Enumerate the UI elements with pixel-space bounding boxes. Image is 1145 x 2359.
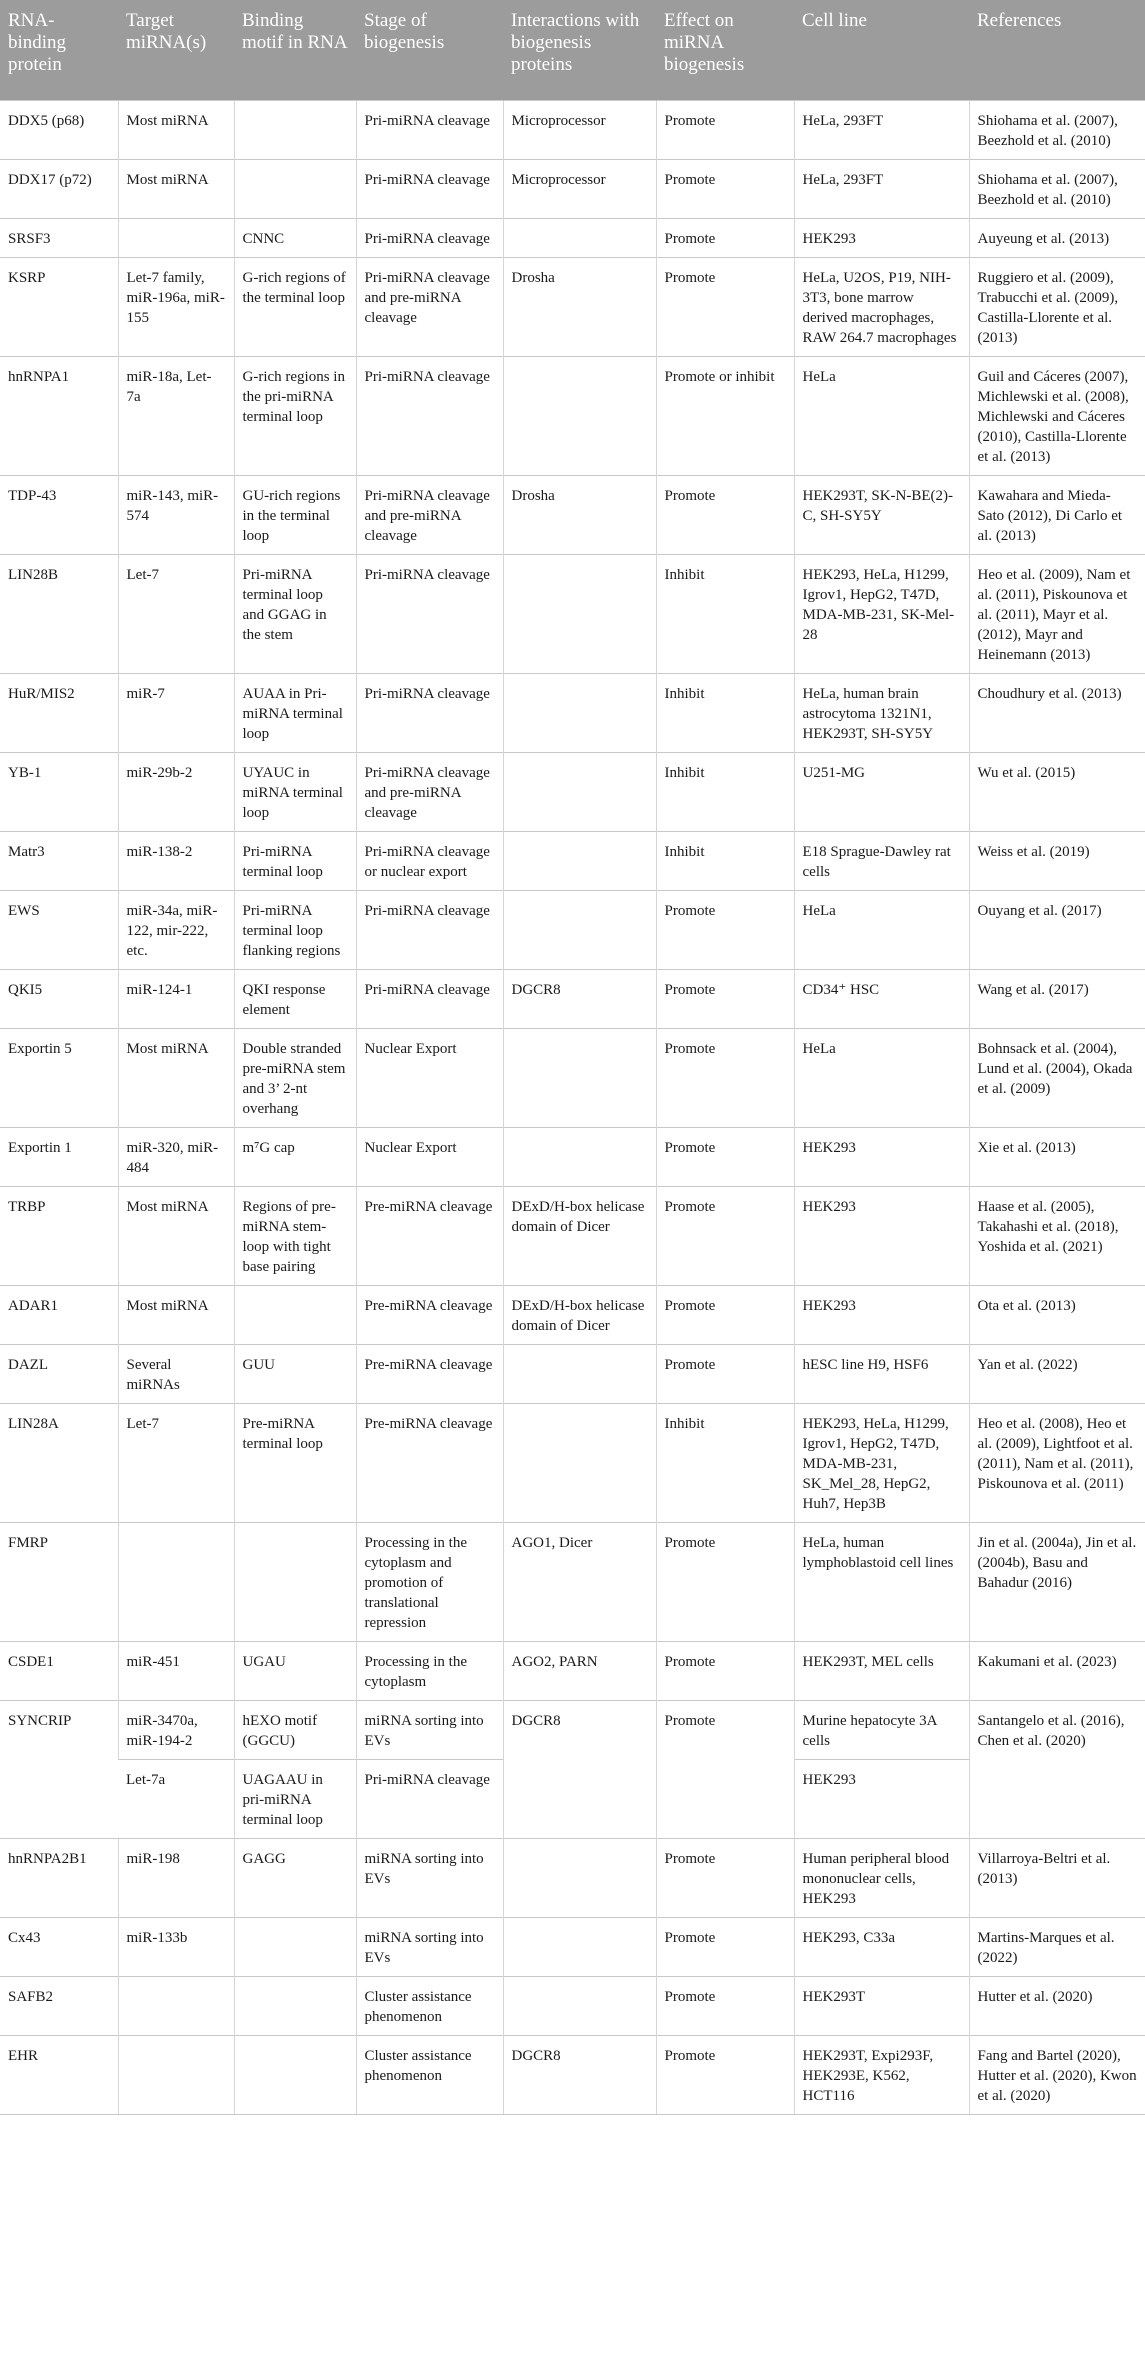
cell-cells: HeLa, 293FT — [794, 100, 969, 159]
cell-stage: Pri-miRNA cleavage — [356, 356, 503, 475]
cell-refs: Kawahara and Mieda-Sato (2012), Di Carlo et al. (2013) — [969, 475, 1145, 554]
cell-refs: Fang and Bartel (2020), Hutter et al. (2020), Kwon et al. (2020) — [969, 2035, 1145, 2114]
table-row — [0, 1838, 1145, 1917]
cell-motif: UGAU — [234, 1641, 356, 1700]
cell-motif: hEXO motif (GGCU) — [234, 1700, 356, 1759]
cell-motif: Pri-miRNA terminal loop — [234, 831, 356, 890]
cell-protein: HuR/MIS2 — [0, 673, 118, 752]
cell-target: miR-34a, miR-122, mir-222, etc. — [118, 890, 234, 969]
cell-refs: Weiss et al. (2019) — [969, 831, 1145, 890]
cell-target: Most miRNA — [118, 1186, 234, 1285]
cell-motif: Pri-miRNA terminal loop flanking regions — [234, 890, 356, 969]
cell-target — [118, 218, 234, 257]
cell-interactions — [503, 1838, 656, 1917]
cell-stage: Pre-miRNA cleavage — [356, 1186, 503, 1285]
header-target: Target miRNA(s) — [118, 0, 234, 100]
cell-target: Let-7 — [118, 554, 234, 673]
cell-cells: HEK293, C33a — [794, 1917, 969, 1976]
table-row — [0, 1285, 1145, 1344]
cell-cells: HEK293, HeLa, H1299, Igrov1, HepG2, T47D, MDA-MB-231, SK-Mel-28 — [794, 554, 969, 673]
table-row — [0, 1522, 1145, 1641]
cell-motif — [234, 159, 356, 218]
table-row — [0, 1641, 1145, 1700]
cell-stage: Pri-miRNA cleavage — [356, 969, 503, 1028]
cell-target: miR-29b-2 — [118, 752, 234, 831]
cell-refs: Auyeung et al. (2013) — [969, 218, 1145, 257]
header-protein: RNA-binding protein — [0, 0, 118, 100]
cell-effect: Inhibit — [656, 1403, 794, 1522]
cell-stage: Nuclear Export — [356, 1028, 503, 1127]
header-interactions: Interactions with biogenesis proteins — [503, 0, 656, 100]
cell-cells: HeLa, human brain astrocytoma 1321N1, HEK293T, SH-SY5Y — [794, 673, 969, 752]
cell-effect: Promote — [656, 1917, 794, 1976]
table-body — [0, 100, 1145, 2114]
cell-interactions — [503, 1917, 656, 1976]
cell-stage: Pri-miRNA cleavage — [356, 218, 503, 257]
cell-interactions — [503, 1127, 656, 1186]
cell-stage: Pri-miRNA cleavage — [356, 554, 503, 673]
cell-protein: SRSF3 — [0, 218, 118, 257]
cell-stage: Pri-miRNA cleavage — [356, 159, 503, 218]
cell-target: Most miRNA — [118, 1285, 234, 1344]
table-row — [0, 2035, 1145, 2114]
cell-motif: GUU — [234, 1344, 356, 1403]
cell-motif — [234, 100, 356, 159]
table-row — [0, 1917, 1145, 1976]
header-effect: Effect on miRNA biogenesis — [656, 0, 794, 100]
cell-motif: Pre-miRNA terminal loop — [234, 1403, 356, 1522]
cell-refs: Jin et al. (2004a), Jin et al. (2004b), Basu and Bahadur (2016) — [969, 1522, 1145, 1641]
cell-effect: Promote — [656, 475, 794, 554]
cell-effect: Promote — [656, 100, 794, 159]
header-stage: Stage of biogenesis — [356, 0, 503, 100]
cell-cells: CD34⁺ HSC — [794, 969, 969, 1028]
cell-protein: FMRP — [0, 1522, 118, 1641]
cell-effect: Promote — [656, 1838, 794, 1917]
table-row — [0, 1700, 1145, 1759]
cell-stage: Processing in the cytoplasm and promotion of translational repression — [356, 1522, 503, 1641]
cell-protein: Cx43 — [0, 1917, 118, 1976]
cell-cells: HeLa — [794, 356, 969, 475]
cell-refs: Santangelo et al. (2016), Chen et al. (2020) — [969, 1700, 1145, 1838]
cell-motif — [234, 1522, 356, 1641]
cell-target: Let-7 — [118, 1403, 234, 1522]
cell-stage: Pre-miRNA cleavage — [356, 1344, 503, 1403]
cell-effect: Promote — [656, 890, 794, 969]
cell-target — [118, 1976, 234, 2035]
table-row — [0, 159, 1145, 218]
cell-stage: Processing in the cytoplasm — [356, 1641, 503, 1700]
cell-protein: Matr3 — [0, 831, 118, 890]
cell-effect: Promote — [656, 218, 794, 257]
table-row — [0, 1344, 1145, 1403]
table-row — [0, 475, 1145, 554]
cell-cells: HEK293T, MEL cells — [794, 1641, 969, 1700]
cell-protein: TDP-43 — [0, 475, 118, 554]
cell-stage: miRNA sorting into EVs — [356, 1838, 503, 1917]
cell-interactions: AGO2, PARN — [503, 1641, 656, 1700]
cell-target: miR-143, miR-574 — [118, 475, 234, 554]
cell-motif: Regions of pre-miRNA stem-loop with tight base pairing — [234, 1186, 356, 1285]
table-row — [0, 969, 1145, 1028]
cell-refs: Villarroya-Beltri et al. (2013) — [969, 1838, 1145, 1917]
cell-interactions: Microprocessor — [503, 100, 656, 159]
table-row — [0, 890, 1145, 969]
table-row — [0, 1127, 1145, 1186]
header-cells: Cell line — [794, 0, 969, 100]
cell-cells: HeLa, human lymphoblastoid cell lines — [794, 1522, 969, 1641]
cell-cells: E18 Sprague-Dawley rat cells — [794, 831, 969, 890]
cell-motif: CNNC — [234, 218, 356, 257]
cell-interactions — [503, 1403, 656, 1522]
cell-stage: Cluster assistance phenomenon — [356, 2035, 503, 2114]
table-row — [0, 1976, 1145, 2035]
cell-interactions — [503, 1976, 656, 2035]
cell-refs: Ouyang et al. (2017) — [969, 890, 1145, 969]
cell-target: Most miRNA — [118, 1028, 234, 1127]
cell-cells: U251-MG — [794, 752, 969, 831]
cell-stage: Pri-miRNA cleavage — [356, 1759, 503, 1838]
cell-target: miR-7 — [118, 673, 234, 752]
cell-refs: Heo et al. (2008), Heo et al. (2009), Lightfoot et al. (2011), Nam et al. (2011), Piskounova et al. (2011) — [969, 1403, 1145, 1522]
cell-interactions — [503, 554, 656, 673]
cell-stage: miRNA sorting into EVs — [356, 1700, 503, 1759]
cell-effect: Promote — [656, 1700, 794, 1838]
cell-stage: Pri-miRNA cleavage and pre-miRNA cleavage — [356, 475, 503, 554]
cell-protein: Exportin 5 — [0, 1028, 118, 1127]
cell-protein: SYNCRIP — [0, 1700, 118, 1838]
cell-cells: HEK293T, Expi293F, HEK293E, K562, HCT116 — [794, 2035, 969, 2114]
cell-motif: m⁷G cap — [234, 1127, 356, 1186]
cell-target: miR-320, miR-484 — [118, 1127, 234, 1186]
table-row — [0, 218, 1145, 257]
cell-cells: HeLa — [794, 1028, 969, 1127]
cell-interactions — [503, 356, 656, 475]
cell-stage: Pre-miRNA cleavage — [356, 1403, 503, 1522]
cell-protein: LIN28A — [0, 1403, 118, 1522]
cell-protein: Exportin 1 — [0, 1127, 118, 1186]
cell-refs: Haase et al. (2005), Takahashi et al. (2018), Yoshida et al. (2021) — [969, 1186, 1145, 1285]
table-row — [0, 554, 1145, 673]
cell-stage: Pri-miRNA cleavage or nuclear export — [356, 831, 503, 890]
cell-protein: TRBP — [0, 1186, 118, 1285]
table-row — [0, 1028, 1145, 1127]
cell-refs: Shiohama et al. (2007), Beezhold et al. (2010) — [969, 100, 1145, 159]
cell-motif — [234, 1976, 356, 2035]
cell-effect: Inhibit — [656, 673, 794, 752]
cell-refs: Martins-Marques et al. (2022) — [969, 1917, 1145, 1976]
cell-stage: Pri-miRNA cleavage — [356, 673, 503, 752]
cell-cells: HEK293 — [794, 1186, 969, 1285]
cell-target: miR-18a, Let-7a — [118, 356, 234, 475]
cell-motif: UYAUC in miRNA terminal loop — [234, 752, 356, 831]
cell-motif — [234, 1285, 356, 1344]
cell-protein: DDX5 (p68) — [0, 100, 118, 159]
cell-cells: Human peripheral blood mononuclear cells, HEK293 — [794, 1838, 969, 1917]
cell-target: Most miRNA — [118, 159, 234, 218]
cell-interactions — [503, 1028, 656, 1127]
cell-refs: Yan et al. (2022) — [969, 1344, 1145, 1403]
cell-target: miR-198 — [118, 1838, 234, 1917]
cell-cells: Murine hepatocyte 3A cells — [794, 1700, 969, 1759]
cell-target — [118, 2035, 234, 2114]
cell-cells: HeLa, U2OS, P19, NIH-3T3, bone marrow derived macrophages, RAW 264.7 macrophages — [794, 257, 969, 356]
cell-interactions — [503, 673, 656, 752]
cell-stage: miRNA sorting into EVs — [356, 1917, 503, 1976]
cell-motif — [234, 1917, 356, 1976]
cell-effect: Promote — [656, 1186, 794, 1285]
cell-motif: Pri-miRNA terminal loop and GGAG in the stem — [234, 554, 356, 673]
cell-interactions: DExD/H-box helicase domain of Dicer — [503, 1285, 656, 1344]
cell-refs: Ruggiero et al. (2009), Trabucchi et al. (2009), Castilla-Llorente et al. (2013) — [969, 257, 1145, 356]
cell-effect: Promote — [656, 969, 794, 1028]
cell-target — [118, 1522, 234, 1641]
cell-interactions: DGCR8 — [503, 1700, 656, 1838]
cell-target: Most miRNA — [118, 100, 234, 159]
cell-stage: Cluster assistance phenomenon — [356, 1976, 503, 2035]
cell-protein: hnRNPA1 — [0, 356, 118, 475]
cell-interactions: DGCR8 — [503, 2035, 656, 2114]
cell-target: miR-3470a, miR-194-2 — [118, 1700, 234, 1759]
cell-effect: Inhibit — [656, 752, 794, 831]
cell-motif: G-rich regions of the terminal loop — [234, 257, 356, 356]
cell-effect: Promote — [656, 1344, 794, 1403]
cell-protein: ADAR1 — [0, 1285, 118, 1344]
cell-motif: AUAA in Pri-miRNA terminal loop — [234, 673, 356, 752]
cell-refs: Choudhury et al. (2013) — [969, 673, 1145, 752]
table-row — [0, 752, 1145, 831]
cell-effect: Promote — [656, 257, 794, 356]
cell-refs: Xie et al. (2013) — [969, 1127, 1145, 1186]
table-row — [0, 257, 1145, 356]
cell-target: Let-7 family, miR-196a, miR-155 — [118, 257, 234, 356]
cell-interactions — [503, 831, 656, 890]
cell-cells: HEK293T, SK-N-BE(2)-C, SH-SY5Y — [794, 475, 969, 554]
cell-cells: HEK293T — [794, 1976, 969, 2035]
cell-effect: Promote — [656, 2035, 794, 2114]
cell-motif: GU-rich regions in the terminal loop — [234, 475, 356, 554]
cell-protein: QKI5 — [0, 969, 118, 1028]
table-row — [0, 1186, 1145, 1285]
cell-interactions — [503, 218, 656, 257]
cell-interactions: DGCR8 — [503, 969, 656, 1028]
cell-cells: HEK293 — [794, 1759, 969, 1838]
cell-effect: Promote — [656, 1127, 794, 1186]
cell-interactions: Drosha — [503, 257, 656, 356]
cell-effect: Promote — [656, 1641, 794, 1700]
cell-protein: hnRNPA2B1 — [0, 1838, 118, 1917]
header-refs: References — [969, 0, 1145, 100]
cell-effect: Promote — [656, 1285, 794, 1344]
cell-stage: Pri-miRNA cleavage — [356, 100, 503, 159]
cell-effect: Inhibit — [656, 554, 794, 673]
cell-refs: Kakumani et al. (2023) — [969, 1641, 1145, 1700]
cell-cells: HEK293 — [794, 1285, 969, 1344]
cell-interactions: Microprocessor — [503, 159, 656, 218]
cell-motif — [234, 2035, 356, 2114]
cell-effect: Promote — [656, 1028, 794, 1127]
cell-target: miR-451 — [118, 1641, 234, 1700]
cell-effect: Promote — [656, 1976, 794, 2035]
cell-stage: Pri-miRNA cleavage and pre-miRNA cleavage — [356, 257, 503, 356]
cell-interactions: DExD/H-box helicase domain of Dicer — [503, 1186, 656, 1285]
table-row — [0, 831, 1145, 890]
cell-cells: HeLa, 293FT — [794, 159, 969, 218]
cell-motif: UAGAAU in pri-miRNA terminal loop — [234, 1759, 356, 1838]
cell-protein: YB-1 — [0, 752, 118, 831]
cell-stage: Pre-miRNA cleavage — [356, 1285, 503, 1344]
cell-effect: Inhibit — [656, 831, 794, 890]
cell-interactions — [503, 890, 656, 969]
cell-protein: EHR — [0, 2035, 118, 2114]
cell-motif: QKI response element — [234, 969, 356, 1028]
cell-effect: Promote or inhibit — [656, 356, 794, 475]
cell-target: miR-138-2 — [118, 831, 234, 890]
cell-refs: Hutter et al. (2020) — [969, 1976, 1145, 2035]
cell-effect: Promote — [656, 1522, 794, 1641]
table-row — [0, 673, 1145, 752]
cell-target: miR-133b — [118, 1917, 234, 1976]
header-row — [0, 0, 1145, 100]
cell-interactions — [503, 752, 656, 831]
cell-cells: hESC line H9, HSF6 — [794, 1344, 969, 1403]
cell-protein: DAZL — [0, 1344, 118, 1403]
cell-stage: Pri-miRNA cleavage and pre-miRNA cleavage — [356, 752, 503, 831]
cell-cells: HEK293, HeLa, H1299, Igrov1, HepG2, T47D, MDA-MB-231, SK_Mel_28, HepG2, Huh7, Hep3B — [794, 1403, 969, 1522]
cell-target: Several miRNAs — [118, 1344, 234, 1403]
cell-target: miR-124-1 — [118, 969, 234, 1028]
cell-effect: Promote — [656, 159, 794, 218]
cell-protein: CSDE1 — [0, 1641, 118, 1700]
header-motif: Binding motif in RNA — [234, 0, 356, 100]
cell-cells: HeLa — [794, 890, 969, 969]
cell-protein: EWS — [0, 890, 118, 969]
cell-refs: Bohnsack et al. (2004), Lund et al. (2004), Okada et al. (2009) — [969, 1028, 1145, 1127]
cell-interactions: AGO1, Dicer — [503, 1522, 656, 1641]
cell-refs: Ota et al. (2013) — [969, 1285, 1145, 1344]
cell-motif: GAGG — [234, 1838, 356, 1917]
cell-cells: HEK293 — [794, 1127, 969, 1186]
cell-cells: HEK293 — [794, 218, 969, 257]
cell-target: Let-7a — [118, 1759, 234, 1838]
cell-refs: Guil and Cáceres (2007), Michlewski et al. (2008), Michlewski and Cáceres (2010), Castilla-Llorente et al. (2013) — [969, 356, 1145, 475]
cell-refs: Wang et al. (2017) — [969, 969, 1145, 1028]
table-row — [0, 356, 1145, 475]
cell-motif: Double stranded pre-miRNA stem and 3’ 2-nt overhang — [234, 1028, 356, 1127]
cell-protein: SAFB2 — [0, 1976, 118, 2035]
cell-stage: Pri-miRNA cleavage — [356, 890, 503, 969]
table-row — [0, 100, 1145, 159]
cell-protein: DDX17 (p72) — [0, 159, 118, 218]
cell-protein: KSRP — [0, 257, 118, 356]
cell-refs: Heo et al. (2009), Nam et al. (2011), Piskounova et al. (2011), Mayr et al. (2012), Mayr and Heinemann (2013) — [969, 554, 1145, 673]
cell-interactions: Drosha — [503, 475, 656, 554]
cell-refs: Wu et al. (2015) — [969, 752, 1145, 831]
cell-protein: LIN28B — [0, 554, 118, 673]
table-row — [0, 1403, 1145, 1522]
cell-interactions — [503, 1344, 656, 1403]
cell-refs: Shiohama et al. (2007), Beezhold et al. (2010) — [969, 159, 1145, 218]
cell-motif: G-rich regions in the pri-miRNA terminal loop — [234, 356, 356, 475]
cell-stage: Nuclear Export — [356, 1127, 503, 1186]
